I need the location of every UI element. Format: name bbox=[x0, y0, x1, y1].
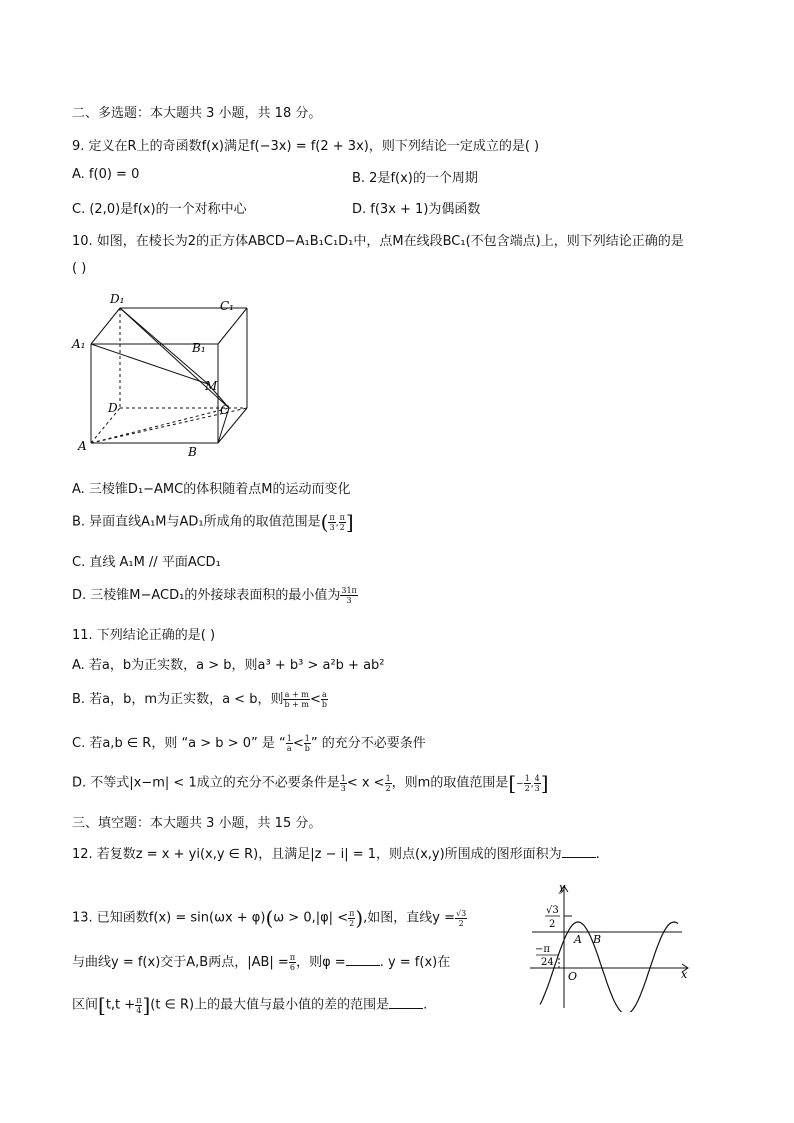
q10-option-d: D. 三棱锥M−ACD₁的外接球表面积的最小值为 $\frac{31\pi}{3}$ bbox=[72, 586, 357, 605]
q12-stem: 12. 若复数z = x + yi(x,y ∈ R)，且满足|z − i| = 1，则点(x,y)所围成的图形面积为 . bbox=[72, 847, 600, 862]
q10-stem: 10. 如图，在棱长为2的正方体ABCD−A₁B₁C₁D₁中，点M在线段BC₁(不包含端点)上，则下列结论正确的是 bbox=[72, 234, 684, 249]
graph-point-b: B bbox=[593, 933, 602, 946]
graph-point-a: A bbox=[574, 933, 582, 946]
q9-stem: 9. 定义在R上的奇函数f(x)满足f(−3x) = f(2 + 3x)，则下列结论一定成立的是( ) bbox=[72, 139, 540, 154]
label-d1: D₁ bbox=[110, 292, 125, 306]
label-b1: B₁ bbox=[192, 341, 206, 355]
q12-answer-blank[interactable] bbox=[562, 845, 596, 858]
sine-graph bbox=[528, 882, 696, 1012]
graph-x-label: x bbox=[681, 968, 688, 981]
section-2-title: 二、多选题：本大题共 3 小题，共 18 分。 bbox=[72, 106, 322, 121]
graph-x-tick-den: 24 bbox=[541, 957, 554, 968]
graph-y-tick-num: √3 bbox=[546, 905, 559, 916]
q9-option-c: C. (2,0)是f(x)的一个对称中心 bbox=[72, 202, 247, 217]
label-d: D bbox=[108, 401, 118, 415]
sine-curve bbox=[540, 922, 678, 1012]
label-a: A bbox=[78, 439, 87, 453]
label-a1: A₁ bbox=[72, 337, 86, 351]
label-m: M bbox=[205, 379, 218, 393]
q13-range-blank[interactable] bbox=[389, 996, 423, 1009]
label-c: C bbox=[220, 403, 230, 417]
graph-origin-label: O bbox=[568, 970, 578, 983]
q10-option-a: A. 三棱锥D₁−AMC的体积随着点M的运动而变化 bbox=[72, 482, 351, 497]
q11-option-c: C. 若a,b ∈ R，则 “a > b > 0” 是 “ $\frac{1}{a}$ < $\frac{1}{b}$ ” 的充分不必要条件 bbox=[72, 734, 426, 753]
q13-phi-blank[interactable] bbox=[346, 953, 380, 966]
section-3-title: 三、填空题：本大题共 3 小题，共 15 分。 bbox=[72, 816, 322, 831]
q11-option-d: D. 不等式|x−m| < 1成立的充分不必要条件是 $\frac{1}{3}$ < x < $\frac{1}{2}$ ，则m的取值范围是[− $\frac{1}{2}$ , $\frac{4}{3}$ ] bbox=[72, 771, 549, 795]
q10-option-b: B. 异面直线A₁M与AD₁所成角的取值范围是( $\frac{\pi}{3}$ , $\frac{\pi}{2}$ ] bbox=[72, 510, 354, 534]
q9-option-a: A. f(0) = 0 bbox=[72, 167, 140, 182]
q11-option-b: B. 若a，b，m为正实数，a < b，则 $\frac{a + m}{b + m}$ < $\frac{a}{b}$ bbox=[72, 690, 327, 709]
q13-line-1: 13. 已知函数f(x) = sin(ωx + φ)(ω > 0,|φ| < $\frac{\pi}{2}$ ),如图，直线y = $\frac{√3}{2}$ bbox=[72, 906, 467, 930]
q10-option-c: C. 直线 A₁M // 平面ACD₁ bbox=[72, 555, 221, 570]
q13-line-2: 与曲线y = f(x)交于A,B两点，|AB| = $\frac{\pi}{6}$ ，则φ = . y = f(x)在 bbox=[72, 953, 451, 972]
q11-option-a: A. 若a，b为正实数，a > b，则a³ + b³ > a²b + ab² bbox=[72, 658, 385, 673]
q10-stem-paren: ( ) bbox=[72, 261, 87, 276]
q11-stem: 11. 下列结论正确的是( ) bbox=[72, 628, 216, 643]
q13-line-3: 区间[t,t + $\frac{\pi}{4}$ ](t ∈ R)上的最大值与最小值的差的范围是 . bbox=[72, 993, 428, 1017]
graph-y-tick-den: 2 bbox=[549, 919, 556, 930]
graph-x-tick-num: −π bbox=[535, 944, 550, 955]
q9-option-b: B. 2是f(x)的一个周期 bbox=[352, 171, 478, 186]
q9-option-d: D. f(3x + 1)为偶函数 bbox=[352, 202, 481, 217]
label-b: B bbox=[188, 445, 197, 459]
graph-y-label: y bbox=[559, 882, 566, 894]
label-c1: C₁ bbox=[220, 299, 234, 313]
cube-figure bbox=[70, 290, 250, 460]
